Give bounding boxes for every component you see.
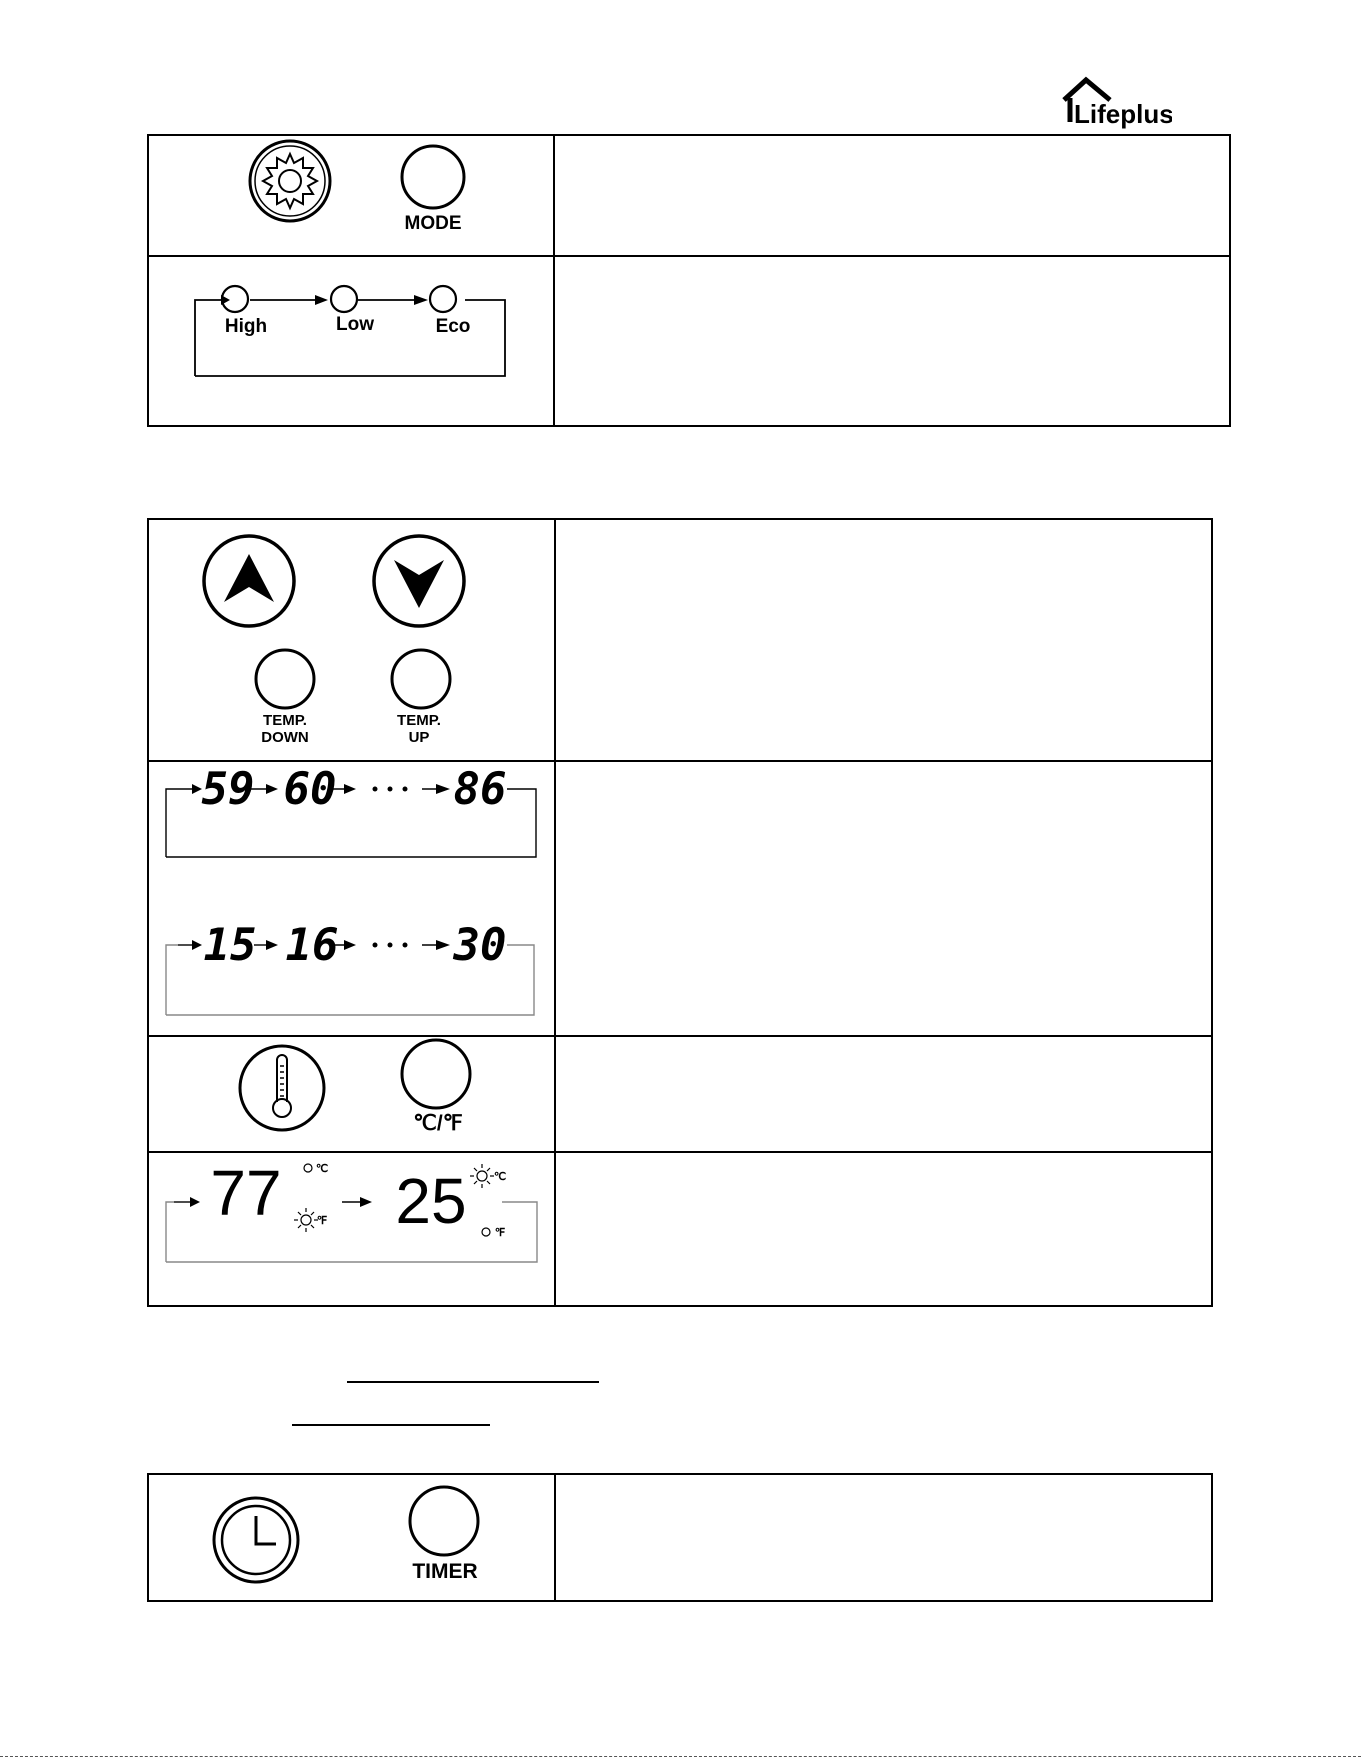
house-logo-icon xyxy=(1062,76,1172,132)
speed-eco-label: Eco xyxy=(435,316,471,337)
fahrenheit-next-value: 60 xyxy=(283,764,337,815)
brand-logo xyxy=(1062,76,1172,132)
timer-button-icon[interactable] xyxy=(406,1483,482,1559)
unit-toggle-button[interactable] xyxy=(398,1036,474,1112)
timer-label: TIMER xyxy=(412,1560,478,1583)
unit-c-indicator-1: ℃ xyxy=(315,1163,329,1175)
logo-text: Lifeplus xyxy=(1074,99,1172,129)
arrow-down-icon[interactable] xyxy=(370,532,468,630)
fahrenheit-max-value: 86 xyxy=(453,764,507,815)
gear-icon[interactable] xyxy=(247,138,333,224)
clock-icon[interactable] xyxy=(210,1494,302,1586)
unit-f-indicator-2: ℉ xyxy=(494,1227,506,1239)
temperature-table-row-divider-2 xyxy=(149,1035,1211,1037)
temp-up-label: TEMP. UP xyxy=(397,712,441,746)
mode-label: MODE xyxy=(404,213,462,234)
mode-table-row-divider xyxy=(149,255,1229,257)
arrow-up-icon[interactable] xyxy=(200,532,298,630)
mode-button-icon[interactable] xyxy=(398,142,468,212)
mode-table-left-column xyxy=(149,136,555,425)
page-bottom-dashed-line xyxy=(0,1756,1361,1757)
temperature-table-row-divider-3 xyxy=(149,1151,1211,1153)
temp-up-button[interactable] xyxy=(388,646,454,712)
section-heading-underline-1 xyxy=(347,1381,599,1383)
unit-c-indicator-2: ℃ xyxy=(493,1171,507,1183)
speed-high-label: High xyxy=(224,316,268,337)
temp-down-button[interactable] xyxy=(252,646,318,712)
temp-down-label: TEMP. DOWN xyxy=(261,712,309,746)
temperature-table-row-divider-1 xyxy=(149,760,1211,762)
unit-toggle-label: ℃/℉ xyxy=(413,1112,463,1135)
section-heading-underline-2 xyxy=(292,1424,490,1426)
example-fahrenheit-value: 77 xyxy=(210,1157,282,1229)
thermometer-icon[interactable] xyxy=(236,1042,328,1134)
fahrenheit-min-value: 59 xyxy=(201,764,255,815)
speed-low-label: Low xyxy=(336,314,374,335)
celsius-min-value: 15 xyxy=(203,920,257,971)
celsius-next-value: 16 xyxy=(285,920,339,971)
unit-f-indicator-1: ℉ xyxy=(316,1215,328,1227)
celsius-max-value: 30 xyxy=(453,920,507,971)
timer-table xyxy=(147,1473,1213,1602)
example-celsius-value: 25 xyxy=(395,1165,467,1237)
